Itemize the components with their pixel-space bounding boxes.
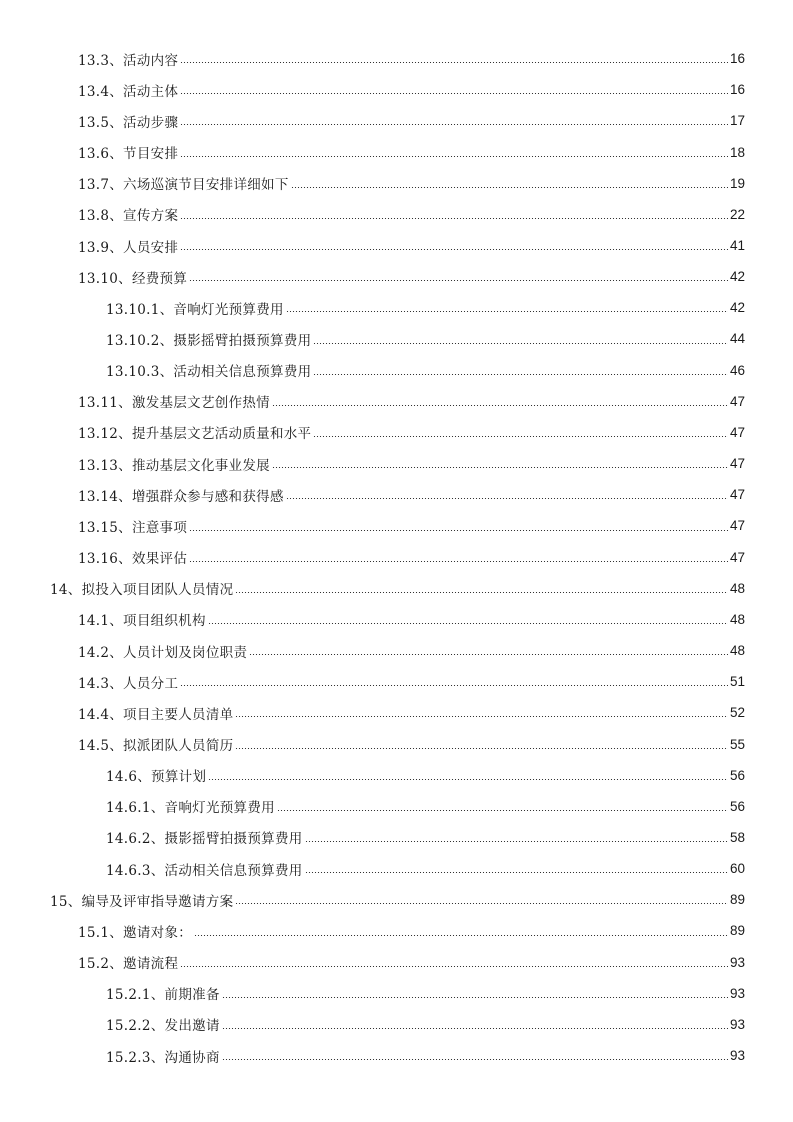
toc-entry[interactable] [0, 199, 793, 230]
toc-dot-leader [208, 623, 728, 624]
toc-entry[interactable] [0, 355, 793, 386]
toc-entry-page-number: 58 [729, 829, 745, 845]
toc-dot-leader [180, 156, 728, 157]
toc-entry-title: 13.6、节目安排 [78, 146, 179, 163]
table-of-contents [0, 43, 793, 1071]
toc-dot-leader [194, 935, 728, 936]
toc-entry[interactable] [0, 43, 793, 74]
toc-entry[interactable] [0, 635, 793, 666]
toc-entry[interactable] [0, 728, 793, 759]
toc-entry-title: 13.5、活动步骤 [78, 114, 179, 131]
toc-entry[interactable] [0, 168, 793, 199]
toc-entry-page-number: 93 [729, 985, 745, 1001]
toc-entry-page-number: 16 [729, 82, 745, 98]
toc-entry[interactable] [0, 978, 793, 1009]
toc-dot-leader [313, 343, 728, 344]
toc-entry-page-number: 47 [729, 549, 745, 565]
toc-entry-page-number: 48 [729, 643, 745, 659]
toc-dot-leader [249, 654, 728, 655]
toc-dot-leader [235, 903, 728, 904]
toc-entry-title: 14.4、项目主要人员清单 [78, 706, 234, 723]
toc-entry-title: 13.15、注意事项 [78, 519, 188, 536]
toc-entry-page-number: 56 [729, 767, 745, 783]
toc-entry[interactable] [0, 230, 793, 261]
toc-entry[interactable] [0, 1040, 793, 1071]
toc-entry-page-number: 89 [729, 892, 745, 908]
toc-entry-page-number: 19 [729, 175, 745, 191]
toc-entry-page-number: 22 [729, 206, 745, 222]
toc-entry-title: 14.2、人员计划及岗位职责 [78, 644, 248, 661]
toc-dot-leader [180, 685, 728, 686]
toc-entry-title: 13.7、六场巡演节目安排详细如下 [78, 177, 289, 194]
toc-entry-page-number: 52 [729, 705, 745, 721]
toc-entry[interactable] [0, 417, 793, 448]
toc-entry[interactable] [0, 760, 793, 791]
toc-entry-page-number: 41 [729, 238, 745, 254]
toc-entry-title: 13.10.2、摄影摇臂拍摄预算费用 [106, 332, 312, 349]
toc-entry[interactable] [0, 323, 793, 354]
toc-dot-leader [189, 280, 728, 281]
toc-dot-leader [235, 748, 728, 749]
toc-entry-page-number: 47 [729, 518, 745, 534]
toc-entry-page-number: 48 [729, 580, 745, 596]
toc-entry-title: 15.2.2、发出邀请 [106, 1018, 220, 1035]
toc-entry[interactable] [0, 822, 793, 853]
toc-entry[interactable] [0, 261, 793, 292]
toc-entry-page-number: 16 [729, 51, 745, 67]
toc-entry[interactable] [0, 136, 793, 167]
toc-dot-leader [180, 93, 728, 94]
toc-dot-leader [180, 249, 728, 250]
toc-entry-page-number: 42 [729, 269, 745, 285]
toc-entry[interactable] [0, 853, 793, 884]
toc-entry[interactable] [0, 573, 793, 604]
toc-entry-page-number: 93 [729, 1016, 745, 1032]
toc-entry-title: 13.10.3、活动相关信息预算费用 [106, 364, 312, 381]
toc-entry-title: 15.2.1、前期准备 [106, 987, 220, 1004]
toc-entry-title: 14.6.3、活动相关信息预算费用 [106, 862, 303, 879]
toc-dot-leader [180, 966, 728, 967]
toc-entry-page-number: 51 [729, 674, 745, 690]
toc-entry-title: 14.6.2、摄影摇臂拍摄预算费用 [106, 831, 303, 848]
toc-dot-leader [208, 779, 728, 780]
toc-entry[interactable] [0, 697, 793, 728]
toc-entry-title: 15、编导及评审指导邀请方案 [50, 893, 234, 910]
toc-dot-leader [222, 1028, 728, 1029]
toc-dot-leader [180, 62, 728, 63]
toc-dot-leader [286, 311, 728, 312]
toc-entry-page-number: 47 [729, 393, 745, 409]
toc-dot-leader [189, 561, 728, 562]
toc-entry-title: 14.3、人员分工 [78, 675, 179, 692]
toc-entry-page-number: 93 [729, 1048, 745, 1064]
toc-entry[interactable] [0, 915, 793, 946]
toc-entry-title: 14.6.1、音响灯光预算费用 [106, 800, 275, 817]
toc-entry-title: 14.1、项目组织机构 [78, 613, 206, 630]
toc-entry[interactable] [0, 448, 793, 479]
toc-dot-leader [222, 997, 728, 998]
toc-entry-title: 13.10.1、音响灯光预算费用 [106, 301, 284, 318]
toc-entry-page-number: 47 [729, 456, 745, 472]
toc-entry[interactable] [0, 292, 793, 323]
toc-dot-leader [235, 592, 728, 593]
toc-dot-leader [286, 498, 728, 499]
toc-entry[interactable] [0, 884, 793, 915]
toc-dot-leader [313, 374, 728, 375]
toc-entry-page-number: 55 [729, 736, 745, 752]
toc-entry[interactable] [0, 510, 793, 541]
toc-dot-leader [313, 436, 728, 437]
toc-entry-title: 13.3、活动内容 [78, 52, 179, 69]
toc-entry[interactable] [0, 947, 793, 978]
toc-entry[interactable] [0, 791, 793, 822]
toc-dot-leader [305, 841, 728, 842]
toc-entry[interactable] [0, 1009, 793, 1040]
toc-entry-title: 13.9、人员安排 [78, 239, 179, 256]
toc-entry-page-number: 46 [729, 362, 745, 378]
toc-entry-page-number: 48 [729, 611, 745, 627]
toc-entry-title: 14.6、预算计划 [106, 769, 207, 786]
toc-entry[interactable] [0, 105, 793, 136]
toc-entry-page-number: 47 [729, 424, 745, 440]
toc-entry-title: 13.8、宣传方案 [78, 208, 179, 225]
toc-entry-page-number: 93 [729, 954, 745, 970]
toc-dot-leader [222, 1059, 728, 1060]
toc-entry-title: 15.1、邀请对象： [78, 924, 193, 941]
toc-entry-page-number: 89 [729, 923, 745, 939]
toc-dot-leader [180, 218, 728, 219]
toc-entry-title: 14、拟投入项目团队人员情况 [50, 582, 234, 599]
toc-entry-page-number: 17 [729, 113, 745, 129]
toc-entry-title: 13.14、增强群众参与感和获得感 [78, 488, 284, 505]
toc-entry-title: 13.16、效果评估 [78, 551, 188, 568]
toc-dot-leader [272, 467, 728, 468]
toc-entry-title: 15.2.3、沟通协商 [106, 1049, 220, 1066]
toc-entry[interactable] [0, 479, 793, 510]
toc-entry-page-number: 18 [729, 144, 745, 160]
toc-entry[interactable] [0, 74, 793, 105]
toc-entry-title: 13.13、推动基层文化事业发展 [78, 457, 270, 474]
toc-entry-title: 13.12、提升基层文艺活动质量和水平 [78, 426, 312, 443]
toc-entry-page-number: 60 [729, 861, 745, 877]
toc-entry-title: 13.10、经费预算 [78, 270, 188, 287]
toc-entry-title: 15.2、邀请流程 [78, 956, 179, 973]
toc-entry-page-number: 42 [729, 300, 745, 316]
toc-entry-page-number: 47 [729, 487, 745, 503]
toc-dot-leader [272, 405, 728, 406]
toc-entry[interactable] [0, 604, 793, 635]
toc-entry-title: 13.4、活动主体 [78, 83, 179, 100]
toc-dot-leader [235, 716, 728, 717]
toc-entry-title: 14.5、拟派团队人员简历 [78, 738, 234, 755]
toc-entry[interactable] [0, 542, 793, 573]
toc-entry-page-number: 44 [729, 331, 745, 347]
toc-dot-leader [189, 530, 728, 531]
toc-entry-page-number: 56 [729, 798, 745, 814]
toc-entry-title: 13.11、激发基层文艺创作热情 [78, 395, 270, 412]
toc-dot-leader [291, 187, 728, 188]
toc-entry[interactable] [0, 386, 793, 417]
toc-dot-leader [180, 124, 728, 125]
toc-dot-leader [277, 810, 728, 811]
toc-entry[interactable] [0, 666, 793, 697]
toc-dot-leader [305, 872, 728, 873]
